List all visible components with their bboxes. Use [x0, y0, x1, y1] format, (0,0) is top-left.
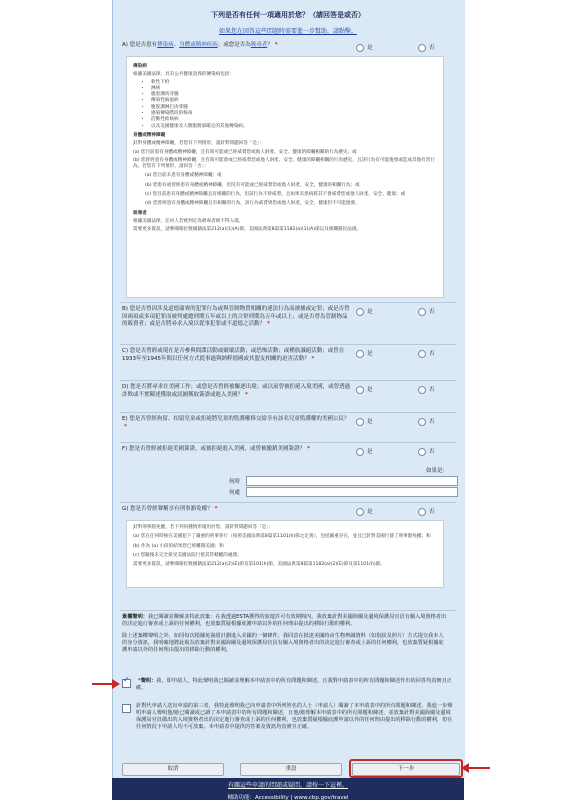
divider [120, 502, 456, 503]
option-yes-label: 是 [367, 449, 373, 455]
radio-a-yes[interactable] [356, 43, 373, 52]
option-no-label: 否 [429, 351, 435, 357]
radio-icon[interactable] [356, 44, 364, 52]
divider [120, 380, 456, 381]
divider [120, 610, 456, 611]
required-star: * [214, 506, 218, 512]
declaration-text: 我，即申請人，特此聲明我已閱讀並理解本申請表中的所有問題和陳述，且我對申請表中的所有問題和陳述作出的回答均真實且正確。 [136, 678, 452, 691]
radio-icon[interactable] [418, 350, 426, 358]
option-no-label: 否 [429, 387, 435, 393]
waiver-title: 棄權聲明： [122, 614, 148, 620]
list-item: • 以及美國健康及人類服務部確定的其他傳染病。 [151, 124, 437, 130]
annotation-highlight-box [349, 759, 463, 778]
when-label: 何時 [228, 479, 240, 485]
where-input[interactable] [246, 487, 458, 497]
if-yes-label: 如果是： [426, 468, 449, 474]
radio-d-yes[interactable] [356, 385, 373, 394]
radio-d-no[interactable] [418, 385, 435, 394]
info-text: 針對身體或精神障礙，若您有下列情形，請針對問題回答「是」： [133, 141, 264, 147]
question-e-text: E) 您是否曾經拘留、扣留兒童或拒絕將兒童的監護權移交給享有該名兒童監護權的美國公民？ [122, 416, 350, 422]
question-f [122, 446, 352, 454]
disease-list [151, 80, 437, 130]
option-yes-label: 是 [367, 387, 373, 393]
option-no-label: 否 [429, 449, 435, 455]
required-star: * [311, 355, 315, 362]
list-item: • 淋病 [151, 86, 437, 92]
radio-e-yes[interactable] [356, 417, 373, 426]
question-d-text: D) 您是否將尋求在美國工作；或您是否曾經被驅逐出境；或以前曾被拒絕入境美國，或曾透過詐欺或不實陳述獲取或試圖獲取簽證或進入美國？ [122, 384, 351, 398]
radio-c-yes[interactable] [356, 349, 373, 358]
question-a-prefix: A) 您是否患有 [122, 42, 158, 48]
where-label: 何處 [228, 490, 240, 496]
info-title: 傳染病 [133, 64, 147, 69]
info-box-a [126, 56, 444, 298]
info-sub: (c) 您目前患有身體或精神障礙且有相關的行為，但該行為不曾威脅，且如果未患病將其不會威脅您或他人財產、安全、健康；或 [145, 192, 406, 198]
option-no-label: 否 [429, 309, 435, 315]
radio-icon[interactable] [356, 350, 364, 358]
required-star: * [138, 678, 141, 684]
list-item: • 腹股溝肉芽腫 [151, 92, 437, 98]
radio-b-yes[interactable] [356, 307, 373, 316]
radio-icon[interactable] [418, 386, 426, 394]
declaration-2-text: 針對代申請人送出申請的第三者，我特此聲明我已向申請表中所列姓名的人士（申請人）閱讀了本申請表中的所有問題和陳述。我進一步聲明申請人聲明他/她已閱讀或已讀了本申請表中的所有問題和陳述，且他/她理解本申請表中的所有問題和陳述，並放棄針對美國海關及邊境保護局官員做出的入境資格者出的決定進行審查或上訴的任何權利，也放棄質疑根據庇護申請以外的任何理由提出的移除行動的權利，但在任何情況下申請人均不可放棄。本申請表中提供的答案及資訊均真實且正確。 [136, 703, 453, 730]
question-c [122, 348, 352, 363]
help-link[interactable]: 如果您在回答這些問題時需要進一步幫助，請點擊。 [218, 28, 357, 35]
info-ref: 需要更多資訊，請參閱移民暨國籍法第212(a)(1)(A)節，美國法典第8篇第1182(a)(1)(A)節以及相關移民法規。 [133, 227, 362, 233]
required-star: * [124, 423, 127, 430]
footer-accessibility: 輔助功能：Accessibility | www.cbp.gov/travel [227, 795, 349, 801]
list-item: • 感染傳染階段的梅毒 [151, 111, 437, 117]
radio-f-no[interactable] [418, 447, 435, 456]
annotation-arrow-line [92, 683, 114, 685]
list-item: • 活動性結核病 [151, 117, 437, 123]
info-text: (b) 作為 (a) 小段的結果您已經離開美國；和 [133, 543, 224, 549]
radio-icon[interactable] [356, 448, 364, 456]
waiver-text: 我已閱讀並瞭解並特此放棄：在我透過ESTA獲得的旅遊許可有效期間內，我放棄針對美國海關及邊境保護局官員有關入境資格者出的決定進行審查或上訴的任何權利，也放棄質疑根據庇護申請以外的任何理由提出的移除行動的權利。 [122, 614, 447, 627]
radio-c-no[interactable] [418, 349, 435, 358]
info-text: (b) 您曾經患有身體或精神障礙，且有與可能會或已經威脅您或他人財產、安全、健康的障礙相關的行為歷史，且該行為有可能復發或造成其他有害行為。若您有下列情形，請回答「否」： [133, 157, 435, 170]
footer-help-link[interactable]: 有關這些申請的問題或疑問，請按一下這裡。 [227, 782, 348, 789]
radio-icon[interactable] [418, 448, 426, 456]
radio-icon[interactable] [356, 418, 364, 426]
question-d [122, 384, 352, 399]
link-communicable-disease[interactable]: 傳染病 [157, 42, 174, 48]
divider [120, 344, 456, 345]
required-star: * [245, 391, 248, 398]
question-a: A) 您是否患有傳染病、身體或精神疾病；或您是否為吸毒者？ * [122, 42, 278, 48]
required-star: * [267, 321, 270, 327]
info-sub: (a) 您目前未患有身體或精神障礙；或 [145, 173, 222, 179]
option-no-label: 否 [429, 509, 435, 515]
question-a-mid: ；或您是否為 [217, 42, 251, 48]
info-text: (a) 您在任何時候在美國犯下了嚴重的刑事罪行（按照美國法典第8篇第1101(h)節之定義），包括嚴重存在，並且已針對美國行使了刑事豁免權；和 [133, 534, 431, 540]
info-text: 根據美國法律，具有公共健康意義的傳染病包括： [133, 72, 235, 78]
option-no-label: 否 [429, 419, 435, 425]
right-margin [465, 0, 576, 778]
option-yes-label: 是 [367, 45, 373, 51]
radio-icon[interactable] [356, 308, 364, 316]
info-box-g [126, 520, 444, 588]
next-button[interactable]: 下一步 [352, 763, 460, 776]
radio-e-no[interactable] [418, 417, 435, 426]
declaration-1 [136, 678, 454, 692]
info-sub: (d) 您曾經患有身體或精神障礙且有相關的行為，該行為威脅到您或他人財產、安全、健康但不可能復發。 [145, 201, 360, 207]
info-ref: 需要更多資訊，請參閱移民暨國籍法第212(a)(2)(E)節及第101(h)節，美國法典第8篇第1182(a)(2)(E)節及第1101(h)節。 [133, 562, 385, 568]
radio-icon[interactable] [356, 386, 364, 394]
link-disorder[interactable]: 身體或精神疾病 [179, 42, 218, 48]
radio-g-no[interactable] [418, 507, 435, 516]
divider [120, 442, 456, 443]
option-yes-label: 是 [367, 419, 373, 425]
option-yes-label: 是 [367, 509, 373, 515]
annotation-arrow-left-icon [461, 763, 469, 773]
radio-a-no[interactable] [418, 43, 435, 52]
declaration-title: 聲明： [140, 678, 157, 684]
info-title: 身體或精神障礙 [133, 132, 166, 138]
question-a-suffix: ？ [267, 42, 273, 48]
page-footer [112, 778, 464, 800]
annotation-arrow-right-icon [112, 679, 120, 689]
divider [120, 412, 456, 413]
question-g [122, 506, 352, 514]
list-item: • 軟性下疳 [151, 80, 437, 86]
list-item: • 腹股溝淋巴肉芽腫 [151, 105, 437, 111]
info-text: 根據美國法律，任何人若被判定為吸毒者則不得入境。 [133, 218, 244, 224]
waiver-text-2: 除上述棄權聲明之外，如同每次根據免簽證計劃進入美國的一個條件，我同意在抵達美國時由生物辨識資料（如指紋及照片）方式提交我本人的身分資訊，我明確地將此視為放棄針對美國海關及邊境保護局官員有關入境資格者出的決定進行審查或上訴的任何權利，也放棄質疑根據庇護申請以外的任何理由提出的移除行動的權利。 [122, 633, 444, 653]
reset-button[interactable]: 重設 [240, 763, 342, 776]
question-b [122, 306, 352, 329]
radio-icon[interactable] [418, 418, 426, 426]
form-header [112, 10, 464, 35]
radio-icon[interactable] [356, 508, 364, 516]
declaration-2 [136, 703, 454, 731]
list-item: • 傳染性麻風病 [151, 98, 437, 104]
info-text: (a) 您目前患有身體或精神障礙，且有與可能或已經威脅您或他人財產、安全、健康的障礙相關的行為歷史；或 [133, 149, 357, 155]
option-yes-label: 是 [367, 351, 373, 357]
question-f-text: F) 您是否曾經被拒絕美國簽證，或被拒絕進入美國，或曾被撤銷美國簽證？ [122, 446, 306, 452]
question-c-text: C) 您是否曾經或現在是否參與間諜活動或破壞活動；或恐怖活動；或種族滅絕活動；或曾在1933年至1945年間以任何方式從事過與納粹德國或其盟友相關的迫害活動？ [122, 348, 345, 362]
info-title: 吸毒者 [133, 210, 147, 216]
option-yes-label: 是 [367, 309, 373, 315]
radio-f-yes[interactable] [356, 447, 373, 456]
option-no-label: 否 [429, 45, 435, 51]
when-input[interactable] [246, 476, 458, 486]
required-star: * [274, 42, 278, 48]
question-b-text: B) 您是否曾因涉及道德淪喪的犯罪行為或與管制物質相關的違法行為而被捕或定罪；或是否曾因兩項或多項犯罪而被判處總刑期五年或以上的合併刑期為五年或以上；或是否曾為管制物品的販賣者；或是否將尋求入境以從事犯罪或不道德之活動？ [122, 306, 350, 327]
divider [120, 302, 456, 303]
required-star: * [307, 446, 310, 452]
annotation-arrow-line [468, 767, 490, 769]
radio-icon[interactable] [418, 508, 426, 516]
radio-icon[interactable] [418, 308, 426, 316]
waiver-section [122, 614, 448, 654]
third-party-checkbox[interactable] [122, 704, 131, 713]
page-title: 下列是否有任何一項適用於您？（請回答是或否） [211, 11, 365, 19]
info-sub: (b) 您患有或曾經患有身體或精神障礙，但沒有可能或已經威脅您或他人財產、安全、健康的相關行為；或 [145, 182, 360, 188]
checkmark-icon: ✓ [123, 675, 130, 684]
radio-b-no[interactable] [418, 307, 435, 316]
cancel-button[interactable]: 取消 [122, 763, 224, 776]
left-margin [0, 0, 112, 778]
link-drug-abuser[interactable]: 吸毒者 [250, 42, 268, 48]
question-g-text: G) 您是否曾經聲稱享有刑事豁免權？ [122, 506, 213, 512]
info-text: (c) 您隨後未完全接受美國法院行使其管轄權的處理。 [133, 552, 242, 558]
radio-icon[interactable] [418, 44, 426, 52]
question-e [122, 416, 352, 431]
info-text: 針對刑事豁免權，若下列何種情形適用於您，請針對問題回答「是」： [133, 525, 274, 530]
radio-g-yes[interactable] [356, 507, 373, 516]
